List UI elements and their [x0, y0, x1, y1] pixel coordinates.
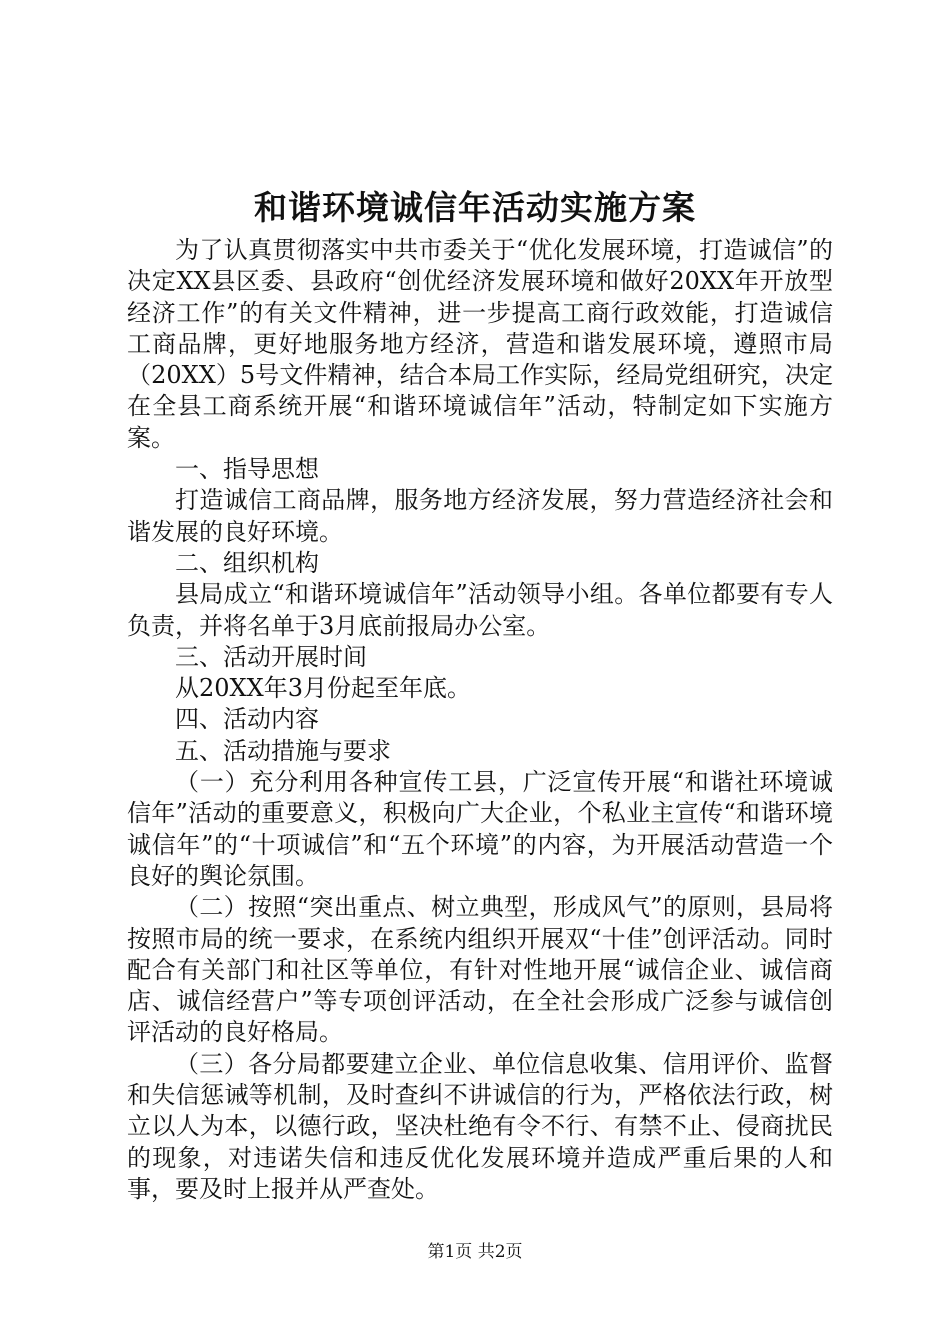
paragraph-measure-2: （二）按照“突出重点、树立典型，形成风气”的原则，县局将按照市局的统一要求，在系统内组织开展双“十佳”创评活动。同时配合有关部门和社区等单位，有针对性地开展“诚信企业、诚信商店、诚信经营户”等专项创评活动，在全社会形成广泛参与诚信创评活动的良好格局。	[127, 893, 833, 1047]
section-heading-measures: 五、活动措施与要求	[175, 736, 391, 765]
section-heading-activity-time: 三、活动开展时间	[175, 642, 367, 671]
paragraph-measure-1: （一）充分利用各种宣传工县，广泛宣传开展“和谐社环境诚信年”活动的重要意义，积极向广大企业，个私业主宣传“和谐环境诚信年”的“十项诚信”和“五个环境”的内容，为开展活动营造一个良好的舆论氛围。	[127, 768, 833, 890]
page-number-footer: 第1页 共2页	[427, 1242, 523, 1262]
section-heading-activity-content: 四、活动内容	[175, 705, 319, 734]
document-body	[127, 235, 833, 1205]
paragraph-organization: 县局成立“和谐环境诚信年”活动领导小组。各单位都要有专人负责，并将名单于3月底前报局办公室。	[127, 580, 833, 640]
document-title: 和谐环境诚信年活动实施方案	[254, 188, 696, 227]
paragraph-guiding-ideology: 打造诚信工商品牌，服务地方经济发展，努力营造经济社会和谐发展的良好环境。	[127, 486, 833, 546]
paragraph-measure-3: （三）各分局都要建立企业、单位信息收集、信用评价、监督和失信惩诫等机制，及时查纠不讲诚信的行为，严格依法行政，树立以人为本，以德行政，坚决杜绝有令不行、有禁不止、侵商扰民的现象，对违诺失信和违反优化发展环境并造成严重后果的人和事，要及时上报并从严查处。	[127, 1049, 833, 1203]
paragraph-activity-time: 从20XX年3月份起至年底。	[175, 674, 471, 703]
section-heading-organization: 二、组织机构	[175, 548, 319, 577]
intro-paragraph: 为了认真贯彻落实中共市委关于“优化发展环境，打造诚信”的决定XX县区委、县政府“创优经济发展环境和做好20XX年开放型经济工作”的有关文件精神，进一步提高工商行政效能，打造诚信工商品牌，更好地服务地方经济，营造和谐发展环境，遵照市局（20XX）5号文件精神，结合本局工作实际，经局党组研究，决定在全县工商系统开展“和谐环境诚信年”活动，特制定如下实施方案。	[127, 236, 833, 452]
section-heading-guiding-ideology: 一、指导思想	[175, 455, 319, 484]
